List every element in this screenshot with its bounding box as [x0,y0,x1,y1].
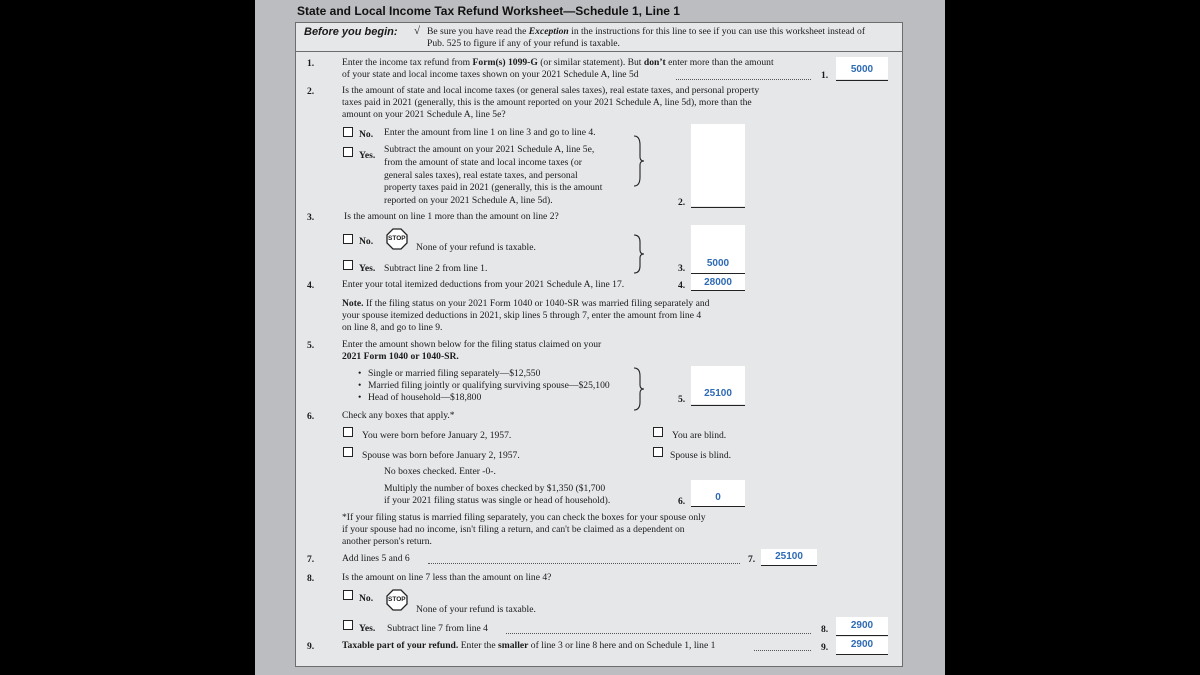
underline [691,207,745,208]
line-6-none-text: No boxes checked. Enter -0-. [384,466,496,477]
filing-status-option: Married filing jointly or qualifying surviving spouse—$25,100 [368,380,610,391]
line-7-value: 25100 [775,551,803,562]
worksheet-body [295,22,903,667]
leader-dots [506,633,811,634]
line-6-amount-field[interactable] [691,480,745,506]
underline [691,290,745,291]
line-9-value: 2900 [850,639,874,650]
underline [836,635,888,636]
line-2-no-label: No. [359,129,374,140]
filing-status-option: Head of household—$18,800 [368,392,482,403]
line-3-yes-checkbox[interactable] [343,260,353,270]
line-5-text-2: 2021 Form 1040 or 1040-SR. [342,351,459,362]
born-before-label: You were born before January 2, 1957. [362,430,512,441]
line-4-amount-field[interactable] [691,274,745,290]
brace-icon [632,135,646,187]
line-4-value: 28000 [704,277,732,288]
checkmark-icon: √ [414,25,421,37]
line-6-footnote-3: another person's return. [342,536,432,547]
brace-icon [632,367,646,411]
line-2-text-2: taxes paid in 2021 (generally, this is the amount reported on your 2021 Schedule A, line 5d), more than the [342,97,752,108]
line-8-no-checkbox[interactable] [343,590,353,600]
line-1-text: Enter the income tax refund from Form(s) 1099-G (or similar statement). But don’t enter more than the amount [342,57,774,68]
brace-icon [632,234,646,274]
spouse-born-before-label: Spouse was born before January 2, 1957. [362,450,520,461]
line-6-number: 6. [307,411,315,422]
line-3-yes-text: Subtract line 2 from line 1. [384,263,488,274]
line-8-yes-text: Subtract line 7 from line 4 [387,623,488,634]
line-2-amount-field[interactable] [691,124,745,206]
line-2-yes-text-4: property taxes paid in 2021 (generally, this is the amount [384,182,603,193]
line-2-yes-text-1: Subtract the amount on your 2021 Schedule A, line 5e, [384,144,595,155]
line-6-value: 0 [715,492,721,503]
line-9-text: Taxable part of your refund. Enter the smaller of line 3 or line 8 here and on Schedule 1, line 1 [342,640,716,651]
line-7-text: Add lines 5 and 6 [342,553,410,564]
line-8-amount-field[interactable] [836,617,888,635]
born-before-checkbox[interactable] [343,427,353,437]
line-9-number: 9. [307,641,315,652]
leader-dots [754,650,811,651]
line-3-yes-label: Yes. [359,263,376,274]
line-6-footnote-2: if your spouse had no income, isn't filing a return, and can't be claimed as a dependent on [342,524,685,535]
spouse-blind-checkbox[interactable] [653,447,663,457]
line-8-question: Is the amount on line 7 less than the amount on line 4? [342,572,552,583]
line-8-yes-checkbox[interactable] [343,620,353,630]
before-you-begin-label: Before you begin: [304,26,398,38]
line-9-ref: 9. [821,642,829,653]
line-3-number: 3. [307,212,315,223]
line-7-amount-field[interactable] [761,549,817,565]
line-7-number: 7. [307,554,315,565]
leader-dots [428,563,740,564]
before-you-begin-text-2: Pub. 525 to figure if any of your refund is taxable. [427,38,620,49]
line-2-yes-text-5: reported on your 2021 Schedule A, line 5d). [384,195,553,206]
spouse-born-before-checkbox[interactable] [343,447,353,457]
line-6-question: Check any boxes that apply.* [342,410,455,421]
line-2-text: Is the amount of state and local income taxes (or general sales taxes), real estate taxes, and personal property [342,85,760,96]
before-you-begin-text: Be sure you have read the Exception in the instructions for this line to see if you can use this worksheet instead of [427,26,866,37]
bullet-icon: • [358,368,362,379]
line-4-ref: 4. [678,280,686,291]
line-2-yes-label: Yes. [359,150,376,161]
line-1-number: 1. [307,58,315,69]
line-1-text-2: of your state and local income taxes shown on your 2021 Schedule A, line 5d [342,69,639,80]
line-3-value: 5000 [706,258,730,269]
underline [761,565,817,566]
line-5-amount-field[interactable] [691,366,745,404]
line-4-number: 4. [307,280,315,291]
blind-checkbox[interactable] [653,427,663,437]
line-4-note-2: your spouse itemized deductions in 2021, skip lines 5 through 7, enter the amount from line 4 [342,310,702,321]
line-2-yes-checkbox[interactable] [343,147,353,157]
line-3-no-label: No. [359,236,374,247]
line-5-value: 25100 [704,388,732,399]
line-5-number: 5. [307,340,315,351]
line-6-multiply-text: Multiply the number of boxes checked by $1,350 ($1,700 [384,483,606,494]
line-8-ref: 8. [821,624,829,635]
line-2-ref: 2. [678,197,686,208]
line-8-no-text: None of your refund is taxable. [416,604,536,615]
line-1-ref: 1. [821,70,829,81]
line-3-question: Is the amount on line 1 more than the amount on line 2? [344,211,559,222]
worksheet-title: State and Local Income Tax Refund Worksheet—Schedule 1, Line 1 [297,4,680,18]
underline [836,654,888,655]
line-5-ref: 5. [678,394,686,405]
line-4-note: Note. If the filing status on your 2021 Form 1040 or 1040-SR was married filing separately and [342,298,710,309]
line-4-note-3: on line 8, and go to line 9. [342,322,443,333]
line-6-footnote: *If your filing status is married filing separately, you can check the boxes for your spouse only [342,512,706,523]
bullet-icon: • [358,380,362,391]
line-2-no-text: Enter the amount from line 1 on line 3 and go to line 4. [384,127,596,138]
stop-sign-text: STOP [388,596,406,603]
blind-label: You are blind. [672,430,727,441]
stop-sign-text: STOP [388,235,406,242]
line-3-no-checkbox[interactable] [343,234,353,244]
underline [691,506,745,507]
line-2-text-3: amount on your 2021 Schedule A, line 5e? [342,109,506,120]
spouse-blind-label: Spouse is blind. [670,450,732,461]
line-2-yes-text-2: from the amount of state and local income taxes (or [384,157,582,168]
line-1-amount-field[interactable] [836,57,888,79]
line-8-value: 2900 [850,620,874,631]
line-3-ref: 3. [678,263,686,274]
line-3-amount-field[interactable] [691,225,745,273]
line-6-multiply-text-2: if your 2021 filing status was single or head of household). [384,495,611,506]
line-2-no-checkbox[interactable] [343,127,353,137]
line-8-yes-label: Yes. [359,623,376,634]
leader-dots [676,79,811,80]
underline [691,405,745,406]
line-8-number: 8. [307,573,315,584]
line-7-ref: 7. [748,554,756,565]
line-9-amount-field[interactable] [836,637,888,654]
line-4-text: Enter your total itemized deductions from your 2021 Schedule A, line 17. [342,279,625,290]
line-2-yes-text-3: general sales taxes), real estate taxes, and personal [384,170,578,181]
line-1-value: 5000 [850,64,874,75]
line-8-no-label: No. [359,593,374,604]
underline [836,80,888,81]
document-page [255,0,945,675]
before-you-begin-row [296,23,902,52]
bullet-icon: • [358,392,362,403]
line-2-number: 2. [307,86,315,97]
line-5-text: Enter the amount shown below for the filing status claimed on your [342,339,602,350]
line-3-no-text: None of your refund is taxable. [416,242,536,253]
line-6-ref: 6. [678,496,686,507]
filing-status-option: Single or married filing separately—$12,550 [368,368,541,379]
